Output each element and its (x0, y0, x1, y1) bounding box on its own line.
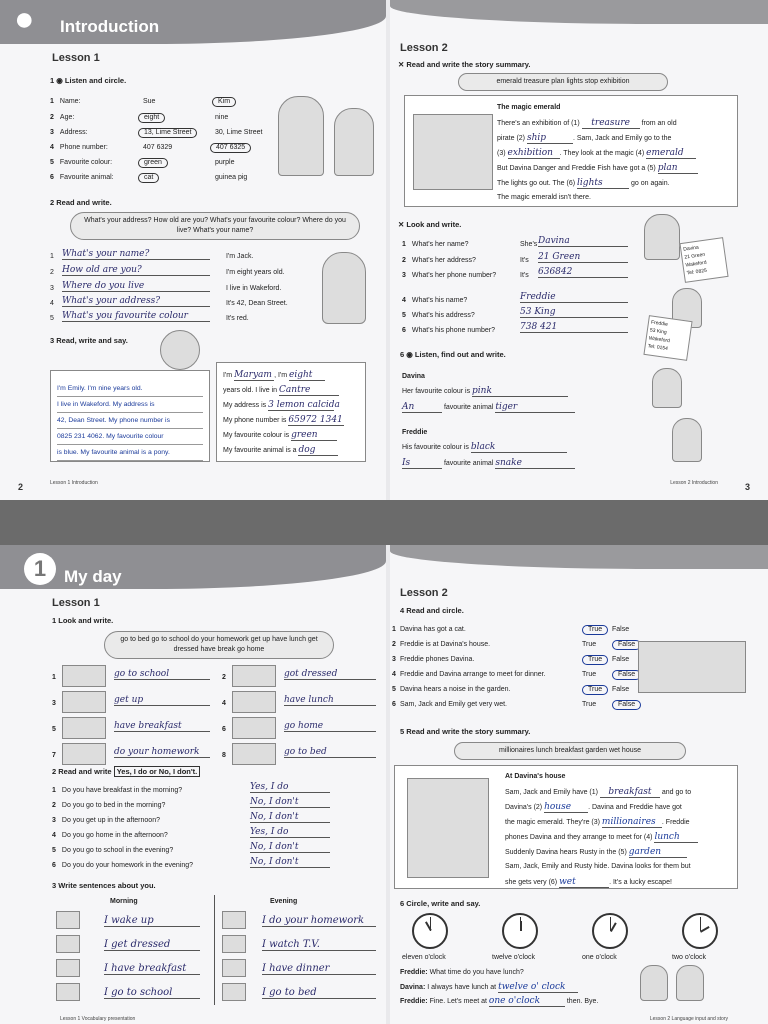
answer-field[interactable]: No, I don't (250, 842, 330, 853)
item-picture (232, 665, 276, 687)
page-introduction-lesson2 (390, 0, 768, 500)
option-a[interactable]: cat (138, 173, 159, 183)
answer-field[interactable]: How old are you? (62, 265, 210, 276)
activity-picture (222, 959, 246, 977)
clock-face-icon[interactable] (502, 913, 538, 949)
item-picture (232, 717, 276, 739)
davina-portrait (640, 965, 668, 1001)
boy-illustration (278, 96, 324, 176)
answer-field[interactable]: What's your name? (62, 249, 210, 260)
letter-line: 42, Dean Street. My phone number is (57, 413, 203, 429)
ex1-row: 3 Address: (50, 129, 88, 136)
option-a[interactable]: 13, Lime Street (138, 128, 197, 138)
ex3-title: 3 Write sentences about you. (52, 881, 156, 890)
card-line: Tel: 0825 (686, 267, 708, 277)
hour-hand (700, 926, 710, 933)
page-title: Introduction (60, 17, 160, 36)
ex2-title: 2 Read and write. (50, 198, 112, 207)
lesson-heading: Lesson 1 (52, 597, 100, 609)
footer-label: Lesson 1 Vocabulary presentation (60, 1016, 136, 1022)
story-line: pirate (2) ship . Sam, Jack and Emily go to the (497, 133, 672, 143)
form-line: years old. I live in Cantre (223, 385, 339, 396)
answer-field[interactable]: got dressed (284, 669, 376, 680)
davina-animal-line: An favourite animal tiger (402, 402, 575, 413)
row-number: 4 (50, 300, 54, 307)
lesson-heading: Lesson 2 (400, 587, 448, 599)
answer-field[interactable]: Yes, I do (250, 827, 330, 838)
form-line: I'm Maryam , I'm eight (223, 370, 325, 381)
answer-field[interactable]: 53 King (520, 307, 628, 318)
ex5-row: 3 What's her phone number? (402, 272, 497, 279)
story-line: Sam, Jack and Emily have (1) breakfast and go to (505, 787, 692, 797)
story-title: The magic emerald (497, 104, 561, 111)
prompt: It's (520, 272, 529, 279)
footer-label: Lesson 2 Introduction (670, 480, 718, 486)
ex4-title: 4 Read and circle. (400, 606, 464, 615)
statement-row: Freddie phones Davina. (400, 656, 475, 663)
answer-field[interactable]: Davina (538, 236, 628, 247)
speaker-name: Freddie (402, 429, 428, 436)
freddie-portrait (672, 418, 702, 462)
card-line: 53 King (649, 327, 668, 336)
ex5-row: 6 What's his phone number? (402, 327, 495, 334)
statement-row: Davina hears a noise in the garden. (400, 686, 511, 693)
row-number: 3 (50, 285, 54, 292)
word-box: What's your address? How old are you? What's your favourite colour? Where do you live? What's your name? (70, 212, 360, 240)
story-line: (3) exhibition . They look at the magic (4) emerald (497, 148, 696, 159)
ex4-title: ✕ Read and write the story summary. (398, 60, 531, 69)
freddie-colour-line: His favourite colour is black (402, 442, 567, 453)
ex5-row: 2 What's her address? (402, 257, 476, 264)
ex1-title: 1 Look and write. (52, 616, 114, 625)
morning-heading: Morning (110, 898, 138, 905)
lesson-heading: Lesson 1 (52, 52, 100, 64)
answer-field[interactable]: No, I don't (250, 797, 330, 808)
true-option[interactable]: True (582, 701, 597, 708)
answer-field[interactable]: I watch T.V. (262, 939, 376, 951)
page-number: 2 (18, 482, 24, 492)
dialog-line: Davina: I always have lunch at twelve o' clock (400, 982, 578, 993)
answer-field[interactable]: I wake up (104, 915, 200, 927)
ex1-title: 1 ◉ Listen and circle. (50, 76, 127, 85)
speaker-name: Davina (402, 373, 425, 380)
story-line: Suddenly Davina hears Rusty in the (5) garden (505, 847, 687, 858)
minute-hand (700, 917, 701, 931)
row-number: 1 (392, 626, 396, 633)
answer-field[interactable]: Freddie (520, 292, 628, 303)
answer-field[interactable]: 636842 (538, 267, 628, 278)
story-title: At Davina's house (505, 773, 566, 780)
card-line: 21 Green (684, 251, 706, 261)
ex5-row: 1 What's her name? (402, 241, 469, 248)
dialog-line: Freddie: What time do you have lunch? (400, 969, 524, 976)
item-picture (232, 743, 276, 765)
item-picture (62, 691, 106, 713)
prompt: It's (520, 257, 529, 264)
clock-face-icon[interactable] (412, 913, 448, 949)
item-number: 1 (52, 674, 56, 681)
true-option[interactable]: True (582, 655, 608, 665)
answer-field[interactable]: 738 421 (520, 322, 628, 333)
ex1-row: 1 Name: (50, 98, 81, 105)
cross-icon: ✕ (398, 220, 405, 229)
ex6-title: 6 Circle, write and say. (400, 899, 481, 908)
davina-illustration (644, 214, 680, 260)
form-line: My address is 3 lemon calcida (223, 400, 340, 410)
false-option[interactable]: False (612, 626, 630, 633)
ex5-title: 5 Read and write the story summary. (400, 727, 531, 736)
lesson-heading: Lesson 2 (400, 42, 448, 54)
statement-row: Sam, Jack and Emily get very wet. (400, 701, 507, 708)
story-line: she gets very (6) wet . It's a lucky escape! (505, 877, 672, 887)
answer-field[interactable]: No, I don't (250, 812, 330, 823)
answer-field[interactable]: have lunch (284, 695, 376, 706)
form-line: My favourite colour is green (223, 430, 337, 441)
ex1-row: 5 Favourite colour: (50, 159, 113, 166)
clock-label: twelve o'clock (492, 954, 535, 961)
davina-colour-line: Her favourite colour is pink (402, 386, 568, 397)
row-number: 5 (50, 315, 54, 322)
footprint-icon: ● (14, 0, 35, 38)
page-my-day-lesson2 (390, 545, 768, 1024)
davina-card (679, 237, 728, 283)
false-option[interactable]: False (612, 656, 630, 663)
option-b[interactable]: nine (215, 114, 229, 121)
story-line: Sam, Jack, Emily and Rusty hide. Davina looks for them but (505, 863, 691, 870)
header-band (390, 0, 768, 24)
answer-field[interactable]: I go to bed (262, 987, 376, 999)
answer-field[interactable]: What's your address? (62, 296, 210, 307)
freddie-animal-line: Is favourite animal snake (402, 458, 575, 469)
item-number: 3 (52, 700, 56, 707)
evening-heading: Evening (270, 898, 298, 905)
answer-field[interactable]: Where do you live (62, 281, 210, 292)
item-number: 4 (222, 700, 226, 707)
story-box (394, 765, 738, 889)
row-number: 3 (392, 656, 396, 663)
statement-row: Freddie is at Davina's house. (400, 641, 491, 648)
question-row: 5 Do you go to school in the evening? (52, 847, 174, 854)
false-option[interactable]: False (612, 700, 641, 710)
footer-label: Lesson 2 Language input and story (649, 1016, 728, 1022)
hour-hand (610, 922, 617, 932)
answer-field[interactable]: I have breakfast (104, 963, 200, 975)
answer-field[interactable]: do your homework (114, 747, 210, 758)
true-option[interactable]: True (582, 671, 597, 678)
option-b[interactable]: 30, Lime Street (215, 129, 263, 136)
row-number: 6 (392, 701, 396, 708)
museum-illustration (413, 114, 493, 190)
unit-number: 1 (24, 553, 56, 585)
answer-field[interactable]: go to school (114, 669, 210, 680)
false-option[interactable]: False (612, 640, 641, 650)
card-line: Tel: 0154 (647, 343, 669, 353)
form-line: My phone number is 65972 1341 (223, 415, 343, 425)
clock-face-icon[interactable] (682, 913, 718, 949)
option-b[interactable]: 407 6325 (210, 143, 251, 153)
option-a[interactable]: green (138, 158, 168, 168)
minute-hand (430, 917, 431, 931)
activity-picture (222, 935, 246, 953)
item-number: 8 (222, 752, 226, 759)
ex1-row: 4 Phone number: (50, 144, 108, 151)
footer-label: Lesson 1 Introduction (50, 480, 98, 486)
page-title: My day (64, 567, 122, 586)
story-line: phones Davina and they arrange to meet for (4) lunch (505, 832, 698, 843)
girl-illustration (334, 108, 374, 176)
question-row: 1 Do you have breakfast in the morning? (52, 787, 183, 794)
false-option[interactable]: False (612, 686, 630, 693)
story-line: But Davina Danger and Freddie Fish have got a (5) plan (497, 163, 698, 174)
question-row: 3 Do you get up in the afternoon? (52, 817, 160, 824)
answer-field[interactable]: get up (114, 695, 210, 706)
card-line: Wakeford (648, 335, 671, 345)
option-a[interactable]: eight (138, 113, 165, 123)
minute-hand (610, 917, 611, 931)
ex6-title: 6 ◉ Listen, find out and write. (400, 350, 506, 359)
top-spread (0, 0, 768, 500)
answer-field[interactable]: I get dressed (104, 939, 200, 951)
answer-field[interactable]: No, I don't (250, 857, 330, 868)
activity-picture (222, 911, 246, 929)
answer-text: I'm Jack. (226, 253, 254, 260)
item-number: 7 (52, 752, 56, 759)
row-number: 1 (50, 253, 54, 260)
freddie-portrait (676, 965, 704, 1001)
header-band (390, 545, 768, 569)
activity-picture (222, 983, 246, 1001)
option-b[interactable]: Kim (212, 97, 236, 107)
row-number: 2 (392, 641, 396, 648)
ex1-row: 2 Age: (50, 114, 75, 121)
answer-text: I live in Wakeford. (226, 285, 282, 292)
ex5-row: 5 What's his address? (402, 312, 475, 319)
your-letter (216, 362, 366, 462)
activity-picture (56, 911, 80, 929)
freddie-card (643, 315, 692, 361)
story-line: The magic emerald isn't there. (497, 194, 591, 201)
question-row: 6 Do you do your homework in the evening? (52, 862, 194, 869)
statement-row: Freddie and Davina arrange to meet for dinner. (400, 671, 546, 678)
row-number: 5 (392, 686, 396, 693)
cd-icon: ◉ (56, 76, 63, 85)
statement-row: Davina has got a cat. (400, 626, 466, 633)
item-picture (62, 665, 106, 687)
answer-field[interactable]: I go to school (104, 987, 200, 999)
item-picture (62, 743, 106, 765)
option-a[interactable]: Sue (143, 98, 156, 105)
ex2-title: 2 Read and write Yes, I do or No, I don't. (52, 767, 200, 776)
card-line: Davina (682, 244, 700, 253)
answer-field[interactable]: go to bed (284, 747, 376, 758)
row-number: 2 (50, 269, 54, 276)
answer-field[interactable]: What's you favourite colour (62, 311, 210, 322)
letter-line: I'm Emily. I'm nine years old. (57, 381, 203, 397)
item-picture (232, 691, 276, 713)
card-line: Freddie (650, 319, 669, 328)
page-introduction-lesson1 (0, 0, 386, 500)
ex3-title: 3 Read, write and say. (50, 336, 128, 345)
emily-illustration (160, 330, 200, 370)
true-option[interactable]: True (582, 625, 608, 635)
activity-picture (56, 935, 80, 953)
page-number: 3 (744, 482, 750, 492)
clock-face-icon[interactable] (592, 913, 628, 949)
question-row: 2 Do you go to bed in the morning? (52, 802, 166, 809)
question-row: 4 Do you go home in the afternoon? (52, 832, 168, 839)
story-line: The lights go out. The (6) lights go on again. (497, 178, 670, 188)
row-number: 4 (392, 671, 396, 678)
dialog-line: Freddie: Fine. Let's meet at one o'clock then. Bye. (400, 996, 599, 1006)
letter-line: I live in Wakeford. My address is (57, 397, 203, 413)
answer-field[interactable]: 21 Green (538, 252, 628, 263)
option-b[interactable]: guinea pig (215, 174, 248, 181)
davina-portrait (652, 368, 682, 408)
garden-illustration (638, 641, 746, 693)
answer-text: It's red. (226, 315, 249, 322)
answer-field[interactable]: I have dinner (262, 963, 376, 975)
item-number: 6 (222, 726, 226, 733)
story-line: the magic emerald. They're (3) millionaires . Freddie (505, 817, 690, 827)
form-line: My favourite animal is a dog (223, 445, 338, 456)
answer-field[interactable]: Yes, I do (250, 782, 330, 793)
page-my-day-lesson1 (0, 545, 386, 1024)
item-number: 2 (222, 674, 226, 681)
item-picture (62, 717, 106, 739)
answer-text: It's 42, Dean Street. (226, 300, 288, 307)
header-band (0, 0, 386, 44)
story-line: There's an exhibition of (1) treasure from an old (497, 118, 677, 128)
davina-house-illustration (407, 778, 489, 878)
item-number: 5 (52, 726, 56, 733)
letter-line: is blue. My favourite animal is a pony. (57, 445, 203, 461)
answer-field[interactable]: I do your homework (262, 915, 376, 927)
true-option[interactable]: True (582, 685, 608, 695)
activity-picture (56, 983, 80, 1001)
cross-icon: ✕ (398, 60, 405, 69)
answer-text: I'm eight years old. (226, 269, 285, 276)
card-line: Wakeford (685, 259, 708, 269)
word-box: emerald treasure plan lights stop exhibition (458, 73, 668, 91)
ex1-row: 6 Favourite animal: (50, 174, 114, 181)
letter-line: 0825 231 4062. My favourite colour (57, 429, 203, 445)
minute-hand (520, 917, 521, 931)
option-a[interactable]: 407 6329 (143, 144, 173, 151)
word-box: go to bed go to school do your homework get up have lunch get dressed have break go home (104, 631, 334, 659)
false-option[interactable]: False (612, 670, 641, 680)
jack-illustration (322, 252, 366, 324)
header-band (0, 545, 386, 589)
prompt: She's (520, 241, 538, 248)
story-line: Davina's (2) house . Davina and Freddie have got (505, 802, 682, 812)
clock-label: two o'clock (672, 954, 707, 961)
answer-field[interactable]: go home (284, 721, 376, 732)
story-box (404, 95, 738, 207)
activity-picture (56, 959, 80, 977)
ex5-row: 4 What's his name? (402, 297, 468, 304)
answer-field[interactable]: have breakfast (114, 721, 210, 732)
option-b[interactable]: purple (215, 159, 235, 166)
true-option[interactable]: True (582, 641, 597, 648)
clock-label: one o'clock (582, 954, 617, 961)
ex5-title: ✕ Look and write. (398, 220, 462, 229)
cd-icon: ◉ (406, 350, 413, 359)
emily-letter (50, 370, 210, 462)
bottom-spread (0, 545, 768, 1024)
clock-label: eleven o'clock (402, 954, 446, 961)
column-divider (214, 895, 215, 1005)
word-box: millionaires lunch breakfast garden wet house (454, 742, 686, 760)
